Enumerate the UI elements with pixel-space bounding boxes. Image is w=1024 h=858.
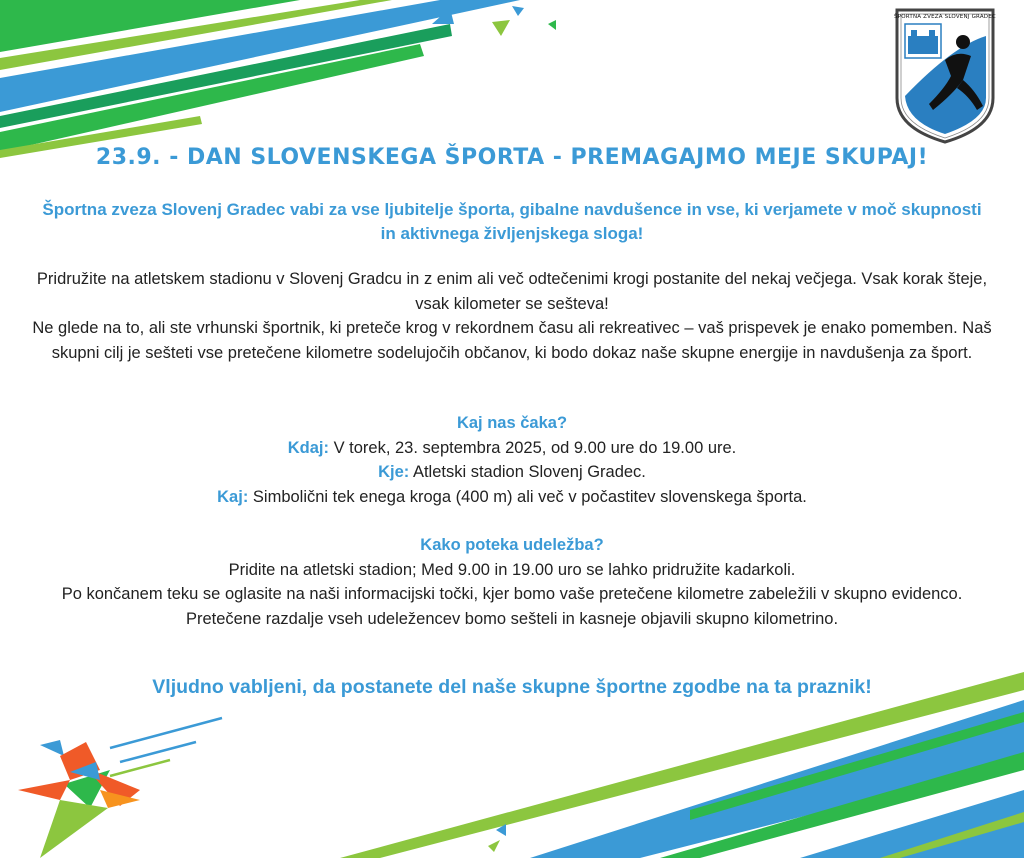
- participation-line-2: Po končanem teku se oglasite na naši informacijski točki, kjer bomo vaše pretečene kilometre zabeležili v skupno evidenco.: [61, 585, 963, 603]
- bottom-right-stripes: [340, 672, 1024, 858]
- where-label: Kje:: [378, 463, 410, 481]
- closing-text: Vljudno vabljeni, da postanete del naše skupne športne zgodbe na ta praznik!: [152, 676, 872, 698]
- paragraph-1-line-2: Ne glede na to, ali ste vrhunski športnik, ki preteče krog v rekordnem času ali rekreativec – vaš prispevek je enako pomemben. Naš skupni cilj je sešteti vse pretečene kilometre sodelujočih občanov, ki bodo dokaz naše skupne energije in navdušenja za šport.: [32, 319, 992, 362]
- when-label: Kdaj:: [287, 438, 329, 457]
- intro-text: Športna zveza Slovenj Gradec vabi za vse ljubitelje športa, gibalne navdušence in vse, ki verjamete v moč skupnosti in aktivnega življenjskega sloga!: [42, 200, 982, 243]
- logo: [893, 6, 997, 146]
- when-value: V torek, 23. septembra 2025, od 9.00 ure do 19.00 ure.: [328, 438, 737, 457]
- top-stripes: [0, 0, 556, 158]
- shield-icon: [893, 6, 997, 146]
- paragraph-1: [20, 267, 1004, 365]
- what-label: Kaj:: [217, 487, 249, 506]
- paragraph-1-line-1: Pridružite na atletskem stadionu v Slovenj Gradcu in z enim ali več odtečenimi krogi postanite del nekaj večjega. Vsak korak šteje, vsak kilometer se sešteva!: [36, 270, 988, 313]
- participation-line-3: Pretečene razdalje vseh udeležencev bomo sešteli in kasneje objavili skupno kilometrino.: [185, 609, 839, 628]
- details-section: [20, 411, 1004, 509]
- participation-section: [20, 533, 1004, 631]
- logo-text: ŠPORTNA ZVEZA SLOVENJ GRADEC: [894, 14, 996, 20]
- details-heading: Kaj nas čaka?: [456, 414, 568, 432]
- participation-heading: Kako poteka udeležba?: [420, 536, 604, 554]
- where-value: Atletski stadion Slovenj Gradec.: [409, 463, 646, 481]
- page-title: 23.9. - DAN SLOVENSKEGA ŠPORTA - PREMAGAJMO MEJE SKUPAJ!: [95, 145, 929, 170]
- participation-line-1: Pridite na atletski stadion; Med 9.00 in 19.00 uro se lahko pridružite kadarkoli.: [228, 560, 796, 579]
- runner-figure: [18, 718, 222, 858]
- what-value: Simbolični tek enega kroga (400 m) ali več v počastitev slovenskega športa.: [248, 487, 807, 506]
